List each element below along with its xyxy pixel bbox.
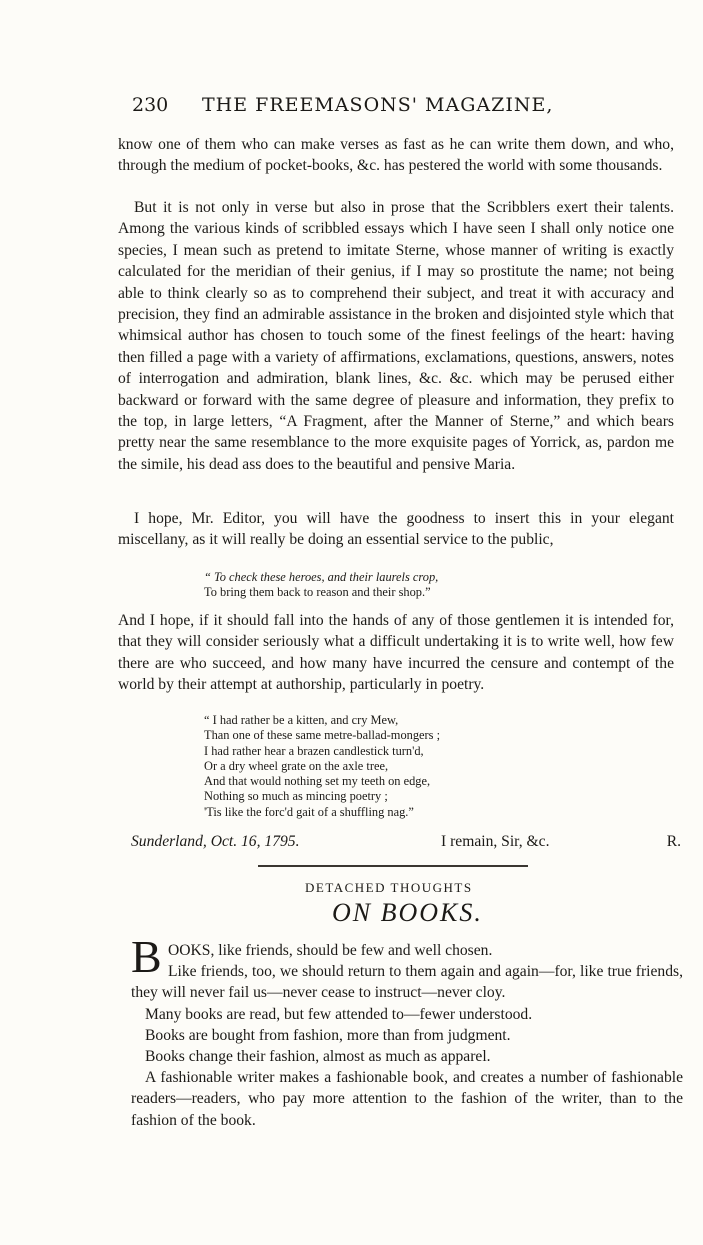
books-paragraph: Like friends, too, we should return to them again and again—for, like true friends, they will never fail us—never cease to instruct—never cloy.: [131, 963, 683, 1002]
closing-salutation: I remain, Sir, &c.: [441, 833, 550, 850]
books-section: [131, 940, 683, 1131]
couplet-line: To bring them back to reason and their shop.”: [204, 585, 431, 600]
scribblers-section: [118, 197, 674, 475]
couplet: [204, 570, 644, 601]
letter-signoff: [131, 833, 681, 855]
poem-line: “ I had rather be a kitten, and cry Mew,: [204, 713, 399, 727]
running-head: THE FREEMASONS' MAGAZINE,: [202, 94, 554, 116]
editor-section: [118, 508, 674, 551]
poem-line: And that would nothing set my teeth on edge,: [204, 774, 431, 789]
books-first-line: OOKS, like friends, should be few and well chosen.: [168, 942, 493, 959]
scribblers-paragraph: But it is not only in verse but also in prose that the Scribblers exert their talents. Among the various kinds of scribbled essays which I have seen I shall only notice one species, I mean such as pretend to imitate Sterne, whose manner of writing is exactly calculated for the meridian of their genius, if I may so prostitute the name; not being able to think clearly so as to comprehend their subject, and treat it with accuracy and precision, they find an admirable assistance in the broken and disjointed style which that whimsical author has chosen to touch some of the finest feelings of the heart: having then filled a page with a variety of affirmations, exclamations, questions, answers, notes of interrogation and admiration, blank lines, &c. &c. which may be perused either backward or forward with the same degree of pleasure and information, they prefix to the top, in large letters, “A Fragment, after the Manner of Sterne,” and which bears pretty near the same resemblance to the more exquisite pages of Yorrick, as, pardon me the simile, his dead ass does to the beautiful and pensive Maria.: [118, 199, 674, 473]
opening-paragraph: know one of them who can make verses as fast as he can write them down, and who, through the medium of pocket-books, &c. has pestered the world with some thousands.: [118, 136, 674, 175]
books-paragraph: Many books are read, but few attended to—fewer understood.: [145, 1005, 533, 1023]
poem-line: Or a dry wheel grate on the axle tree,: [204, 758, 389, 773]
gentlemen-paragraph: And I hope, if it should fall into the hands of any of those gentlemen it is intended for, that they will consider seriously what a difficult undertaking it is to write well, how few there are who succeed, and how many have incurred the censure and contempt of the world by their attempt at authorship, particularly in poetry.: [118, 612, 674, 694]
section-label: DETACHED THOUGHTS: [305, 880, 473, 895]
books-paragraph: Books are bought from fashion, more than from judgment.: [145, 1026, 511, 1044]
poem: [204, 713, 644, 820]
poem-line: Nothing so much as mincing poetry ;: [204, 789, 388, 804]
page-header: [132, 94, 692, 118]
author-initial: R.: [666, 833, 681, 850]
poem-line: Than one of these same metre-ballad-mongers ;: [204, 728, 441, 743]
books-paragraph: Books change their fashion, almost as much as apparel.: [145, 1048, 491, 1066]
letter-opening: [118, 134, 674, 177]
books-paragraph: A fashionable writer makes a fashionable book, and creates a number of fashionable readers—readers, who pay more attention to the fashion of the writer, than to the fashion of the book.: [131, 1069, 683, 1129]
page-number: 230: [132, 94, 169, 116]
couplet-line: “ To check these heroes, and their laurels crop,: [204, 570, 439, 584]
section-title: ON BOOKS.: [332, 898, 483, 927]
poem-line: 'Tis like the forc'd gait of a shuffling nag.”: [204, 804, 414, 819]
poem-line: I had rather hear a brazen candlestick turn'd,: [204, 743, 424, 758]
gentlemen-section: [118, 610, 674, 696]
place-date: Sunderland, Oct. 16, 1795.: [131, 833, 300, 850]
editor-paragraph: I hope, Mr. Editor, you will have the goodness to insert this in your elegant miscellany, as it will really be doing an essential service to the public,: [118, 510, 674, 549]
drop-cap: B: [131, 931, 162, 982]
section-divider: [258, 865, 528, 867]
